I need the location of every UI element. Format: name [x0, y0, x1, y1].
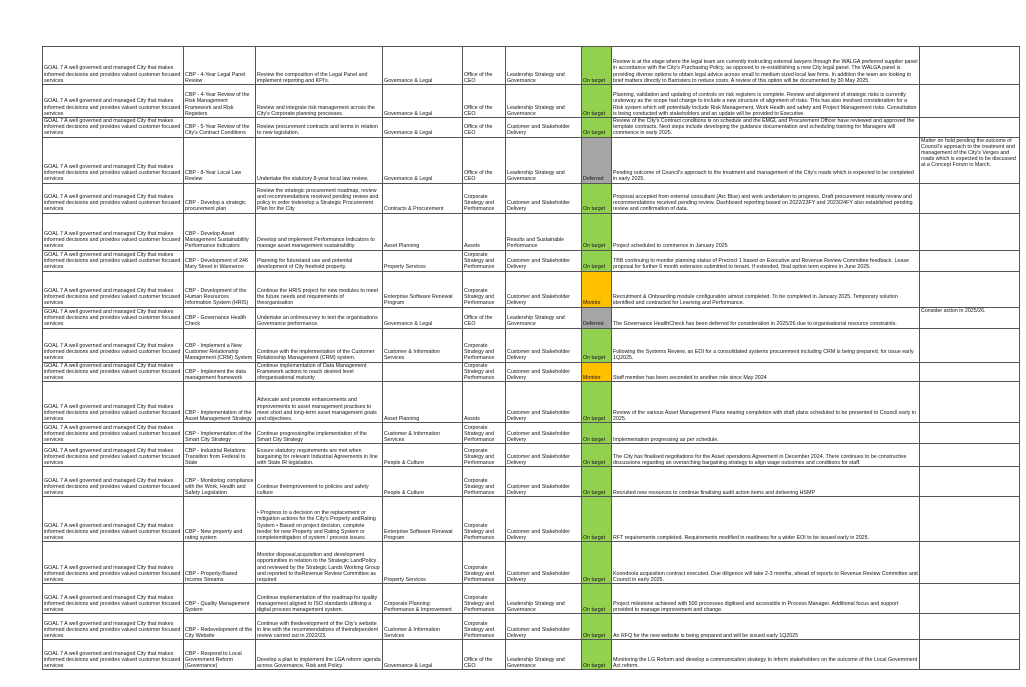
table-row — [43, 213, 1020, 250]
status-cell[interactable]: On target — [582, 542, 612, 584]
theme-cell[interactable]: Corporate Planning Performance & Improvement — [383, 584, 463, 614]
directorate-cell[interactable]: Corporate Strategy and Performance — [463, 542, 506, 584]
goal-cell[interactable]: GOAL 7 A well governed and managed City that makes informed decisions and provides valued customer focused services — [43, 328, 184, 362]
status-cell[interactable]: On target — [582, 382, 612, 423]
description-cell[interactable]: Continue with thedevelopment of the City's website in line with the recommendations of theindependent review carried out in 2022/23. — [256, 614, 383, 640]
goal-cell[interactable]: GOAL 7 A well governed and managed City that makes informed decisions and provides valued customer focused services — [43, 307, 184, 328]
comment-cell[interactable] — [920, 423, 1020, 444]
table-row — [43, 250, 1020, 271]
goal-cell[interactable]: GOAL 7 A well governed and managed City that makes informed decisions and provides valued customer focused services — [43, 213, 184, 250]
update-cell[interactable]: TBB continuing to monitor planning status of Precinct 1 based on Executive and Revenue Review Committee feedback. Lease proposal for further 6 month extension submitted to tenant. If extended, final option term expires in June 2025. — [612, 250, 920, 271]
theme-cell[interactable]: Customer & Information Services — [383, 328, 463, 362]
status-cell[interactable]: Monitor — [582, 271, 612, 307]
comment-cell[interactable] — [920, 250, 1020, 271]
comment-cell[interactable] — [920, 118, 1020, 138]
directorate-cell[interactable]: Office of the CEO — [463, 85, 506, 118]
update-cell[interactable]: Monitoring the LG Reform and develop a communication strategy to inform stakeholders on the outcome of the Local Government Act reform. — [612, 640, 920, 670]
description-cell[interactable]: Planning for futureland use and potential development of City freehold property. — [256, 250, 383, 271]
comment-cell[interactable] — [920, 382, 1020, 423]
project-cell[interactable]: CBP - 4-Year Review of the Risk Management Framework and Risk Registers — [184, 85, 256, 118]
project-cell[interactable]: CBP - Implement the data management framework — [184, 362, 256, 382]
update-cell[interactable]: Review is at the stage where the legal team are currently instructing external lawyers through the WALGA preferred supplier panel in accordance with the City's Purchasing Policy, as opposed to re-establishing a new City legal panel. The WALGA panel is providing diverse options to obtain legal advice across small to medium sized local law firms. In addition the team are looking to brief matters directly to Barristers to reduce costs. A review of this option will be documented by 30 May 2025. — [612, 47, 920, 85]
directorate-cell[interactable]: Corporate Strategy and Performance — [463, 423, 506, 444]
status-cell[interactable]: On target — [582, 118, 612, 138]
update-cell[interactable]: Recruitment & Onboarding module configuration almost completed. To be completed in January 2025. Temporary solution identified and contracted for Learning and Performance. — [612, 271, 920, 307]
description-cell[interactable]: Undertake an onlinesurvey to test the organisations Governance performance. — [256, 307, 383, 328]
project-cell[interactable]: CBP - Development of the Human Resources Information System (HRIS) — [184, 271, 256, 307]
table-row — [43, 640, 1020, 670]
project-cell[interactable]: CBP - Develop a strategic procurement plan — [184, 183, 256, 213]
status-cell[interactable]: On target — [582, 85, 612, 118]
service-cell[interactable]: Customer and Stakeholder Delivery — [506, 542, 582, 584]
project-cell[interactable]: CBP - 4-Year Legal Panel Review — [184, 47, 256, 85]
theme-cell[interactable]: Property Services — [383, 542, 463, 584]
comment-cell[interactable] — [920, 85, 1020, 118]
directorate-cell[interactable]: Corporate Strategy and Performance — [463, 584, 506, 614]
update-cell[interactable]: Staff member has been seconded to another role since May 2024 — [612, 362, 920, 382]
directorate-cell[interactable]: Corporate Strategy and Performance — [463, 467, 506, 497]
update-cell[interactable]: Planning, validation and updating of controls on risk registers is complete. Review and alignment of strategic risks is currently underway as the scope had change to include a new structure of alignment of risks. This has also involved consideration for a Risk system which will potentially include Risk Management, Work Health and safety and Project Management risks. Consultation is being conducted with stakeholders and an update will be provided to Executive. — [612, 85, 920, 118]
description-cell[interactable]: Ensure statutory requirements are met when bargaining for relevant Industrial Agreements in line with State IR legislation. — [256, 444, 383, 467]
project-cell[interactable]: CBP - Respond to Local Government Reform (Governance) — [184, 640, 256, 670]
status-cell[interactable]: On target — [582, 183, 612, 213]
service-cell[interactable]: Leadership Strategy and Governance — [506, 307, 582, 328]
directorate-cell[interactable]: Assets — [463, 382, 506, 423]
project-cell[interactable]: CBP - New property and rating system — [184, 497, 256, 542]
directorate-cell[interactable]: Assets — [463, 213, 506, 250]
service-cell[interactable]: Customer and Stakeholder Delivery — [506, 250, 582, 271]
comment-cell[interactable] — [920, 271, 1020, 307]
update-cell[interactable]: Review of the City's Contract conditions is on schedule and the EMGL and Procurement Officer have reviewed and approved the template contracts. Next steps include developing the guidance documentation and scheduling training for Managers will commence in early 2025. — [612, 118, 920, 138]
service-cell[interactable]: Results and Sustainable Performance — [506, 213, 582, 250]
update-cell[interactable]: Recruited new resources to continue finalising audit action items and delivering HSMP — [612, 467, 920, 497]
project-cell[interactable]: CBP - Implement a New Customer Relationship Management (CRM) System — [184, 328, 256, 362]
comment-cell[interactable] — [920, 584, 1020, 614]
table-row — [43, 467, 1020, 497]
service-cell[interactable]: Leadership Strategy and Governance — [506, 47, 582, 85]
table-row — [43, 271, 1020, 307]
status-cell[interactable]: Deferred — [582, 307, 612, 328]
table-row — [43, 47, 1020, 85]
comment-cell[interactable] — [920, 183, 1020, 213]
description-cell[interactable]: Review and integrate risk management across the City's Corporate planning processes. — [256, 85, 383, 118]
project-cell[interactable]: CBP - Development of 246 Mary Street in Wanneroo — [184, 250, 256, 271]
theme-cell[interactable]: Asset Planning — [383, 213, 463, 250]
goal-cell[interactable]: GOAL 7 A well governed and managed City that makes informed decisions and provides valued customer focused services — [43, 47, 184, 85]
table-row — [43, 382, 1020, 423]
table-row — [43, 614, 1020, 640]
status-cell[interactable]: On target — [582, 584, 612, 614]
goal-cell[interactable]: GOAL 7 A well governed and managed City that makes informed decisions and provides valued customer focused services — [43, 362, 184, 382]
theme-cell[interactable]: Enterprise Software Renewal Program — [383, 497, 463, 542]
comment-cell[interactable] — [920, 640, 1020, 670]
service-cell[interactable]: Leadership Strategy and Governance — [506, 137, 582, 183]
service-cell[interactable]: Customer and Stakeholder Delivery — [506, 497, 582, 542]
comment-cell[interactable] — [920, 542, 1020, 584]
directorate-cell[interactable]: Office of the CEO — [463, 118, 506, 138]
service-cell[interactable]: Leadership Strategy and Governance — [506, 584, 582, 614]
theme-cell[interactable]: Asset Planning — [383, 382, 463, 423]
goal-cell[interactable]: GOAL 7 A well governed and managed City that makes informed decisions and provides valued customer focused services — [43, 423, 184, 444]
table-row — [43, 362, 1020, 382]
update-cell[interactable]: Project milestone achieved with 500 processes digitised and accessible in Process Manager. Additional focus and support provided to manage improvement and change. — [612, 584, 920, 614]
goal-cell[interactable]: GOAL 7 A well governed and managed City that makes informed decisions and provides valued customer focused services — [43, 584, 184, 614]
theme-cell[interactable]: Governance & Legal — [383, 307, 463, 328]
theme-cell[interactable]: Customer & Information Services — [383, 423, 463, 444]
service-cell[interactable]: Leadership Strategy and Governance — [506, 640, 582, 670]
table-row — [43, 497, 1020, 542]
directorate-cell[interactable]: Corporate Strategy and Performance — [463, 328, 506, 362]
table-row — [43, 328, 1020, 362]
project-cell[interactable]: CBP - Property-Based Income Streams — [184, 542, 256, 584]
table-row — [43, 307, 1020, 328]
status-cell[interactable]: On target — [582, 467, 612, 497]
goal-cell[interactable]: GOAL 7 A well governed and managed City that makes informed decisions and provides valued customer focused services — [43, 271, 184, 307]
theme-cell[interactable]: People & Culture — [383, 444, 463, 467]
description-cell[interactable]: Review procurement contracts and terms in relation to new legislation. — [256, 118, 383, 138]
description-cell[interactable]: Continue with the implementation of the Customer Relationship Management (CRM) system. — [256, 328, 383, 362]
project-cell[interactable]: CBP - Implementation of the Smart City Strategy — [184, 423, 256, 444]
project-cell[interactable]: CBP - Industrial Relations Transition from Federal to State — [184, 444, 256, 467]
project-cell[interactable]: CBP - 8-Year Local Law Review — [184, 137, 256, 183]
goal-cell[interactable]: GOAL 7 A well governed and managed City that makes informed decisions and provides valued customer focused services — [43, 183, 184, 213]
table-row — [43, 118, 1020, 138]
comment-cell[interactable]: Matter on hold pending the outcome of Council's approach to the treatment and management of the City's Verges and roads which is expected to be discussed at a Concept Forum in March. — [920, 137, 1020, 183]
table-row — [43, 85, 1020, 118]
description-cell[interactable]: Undertake the statutory 8-year local law review. — [256, 137, 383, 183]
service-cell[interactable]: Customer and Stakeholder Delivery — [506, 444, 582, 467]
status-cell[interactable]: On target — [582, 497, 612, 542]
status-cell[interactable]: Monitor — [582, 362, 612, 382]
update-cell[interactable]: Following the Systems Review, an EOI for a consolidated systems procurement including CRM is being prepared, for issue early 1Q2025. — [612, 328, 920, 362]
comment-cell[interactable] — [920, 614, 1020, 640]
update-cell[interactable]: Koondoola acquisition contract executed. Due diligence will take 2-3 months, ahead of reports to Revenue Review Committee and Council in early 2025. — [612, 542, 920, 584]
project-cell[interactable]: CBP - 5-Year Review of the City's Contract Conditions — [184, 118, 256, 138]
update-cell[interactable]: The City has finalised negotiations for the Asset operations Agreement in December 2024. There continues to be constructive discussions regarding an overarching bargaining strategy to align wage outcomes and conditions for staff. — [612, 444, 920, 467]
directorate-cell[interactable]: Corporate Strategy and Performance — [463, 497, 506, 542]
description-cell[interactable]: Continue the HRIS project for new modules to meet the future needs and requirements of theorganisation — [256, 271, 383, 307]
theme-cell[interactable]: Customer & Information Services — [383, 614, 463, 640]
directorate-cell[interactable]: Corporate Strategy and Performance — [463, 614, 506, 640]
directorate-cell[interactable]: Corporate Strategy and Performance — [463, 271, 506, 307]
goal-cell[interactable]: GOAL 7 A well governed and managed City that makes informed decisions and provides valued customer focused services — [43, 640, 184, 670]
table-row — [43, 183, 1020, 213]
directorate-cell[interactable]: Office of the CEO — [463, 307, 506, 328]
status-cell[interactable]: On target — [582, 640, 612, 670]
project-cell[interactable]: CBP - Monitoring compliance with the Work, Health and Safety Legislation — [184, 467, 256, 497]
description-cell[interactable]: Develop and implement Performance Indicators to manage asset management sustainability. — [256, 213, 383, 250]
description-cell[interactable]: Monitor disposal,acquisition and development opportunities in relation to the Strategic LandPolicy and reviewed by the Strategic Lands Working Group and reported to theRevenue Review Committee as required — [256, 542, 383, 584]
comment-cell[interactable] — [920, 213, 1020, 250]
directorate-cell[interactable]: Office of the CEO — [463, 137, 506, 183]
theme-cell[interactable]: Governance & Legal — [383, 640, 463, 670]
theme-cell[interactable]: Governance & Legal — [383, 47, 463, 85]
service-cell[interactable]: Customer and Stakeholder Delivery — [506, 118, 582, 138]
status-cell[interactable]: On target — [582, 328, 612, 362]
description-cell[interactable]: Continue theimprovement to policies and safety culture — [256, 467, 383, 497]
comment-cell[interactable] — [920, 47, 1020, 85]
goal-cell[interactable]: GOAL 7 A well governed and managed City that makes informed decisions and provides valued customer focused services — [43, 382, 184, 423]
theme-cell[interactable]: Governance & Legal — [383, 85, 463, 118]
update-cell[interactable]: Review of the various Asset Management Plans nearing completion with draft plans scheduled to be presented to Council early in 2025. — [612, 382, 920, 423]
update-cell[interactable]: RFT requirements completed. Requirements modified in readiness for a wider EOI to be issued early in 2025. — [612, 497, 920, 542]
directorate-cell[interactable]: Corporate Strategy and Performance — [463, 183, 506, 213]
update-cell[interactable]: Project scheduled to commence in January 2025 — [612, 213, 920, 250]
service-cell[interactable]: Customer and Stakeholder Delivery — [506, 423, 582, 444]
table-row — [43, 444, 1020, 467]
goal-cell[interactable]: GOAL 7 A well governed and managed City that makes informed decisions and provides valued customer focused services — [43, 250, 184, 271]
theme-cell[interactable]: Property Services — [383, 250, 463, 271]
description-cell[interactable]: Continue progressingthe implementation of the Smart City Strategy — [256, 423, 383, 444]
comment-cell[interactable] — [920, 467, 1020, 497]
service-cell[interactable]: Customer and Stakeholder Delivery — [506, 614, 582, 640]
theme-cell[interactable]: People & Culture — [383, 467, 463, 497]
service-cell[interactable]: Customer and Stakeholder Delivery — [506, 271, 582, 307]
directorate-cell[interactable]: Corporate Strategy and Performance — [463, 444, 506, 467]
table-row — [43, 542, 1020, 584]
directorate-cell[interactable]: Corporate Strategy and Performance — [463, 250, 506, 271]
description-cell[interactable]: Review the composition of the Legal Panel and implement reporting and KPI's. — [256, 47, 383, 85]
project-cell[interactable]: CBP - Redevelopment of the City Website — [184, 614, 256, 640]
goal-cell[interactable]: GOAL 7 A well governed and managed City that makes informed decisions and provides valued customer focused services — [43, 137, 184, 183]
service-cell[interactable]: Customer and Stakeholder Delivery — [506, 328, 582, 362]
update-cell[interactable]: An RFQ for the new website is being prepared and will be issued early 1Q2025 — [612, 614, 920, 640]
theme-cell[interactable]: Enterprise Software Renewal Program — [383, 271, 463, 307]
goal-cell[interactable]: GOAL 7 A well governed and managed City that makes informed decisions and provides valued customer focused services — [43, 118, 184, 138]
status-cell[interactable]: On target — [582, 614, 612, 640]
goal-cell[interactable]: GOAL 7 A well governed and managed City that makes informed decisions and provides valued customer focused services — [43, 467, 184, 497]
project-cell[interactable]: CBP - Implementation of the Asset Management Strategy — [184, 382, 256, 423]
status-cell[interactable]: On target — [582, 213, 612, 250]
goal-cell[interactable]: GOAL 7 A well governed and managed City that makes informed decisions and provides valued customer focused services — [43, 497, 184, 542]
project-cell[interactable]: CBP - Quality Management System — [184, 584, 256, 614]
service-cell[interactable]: Customer and Stakeholder Delivery — [506, 467, 582, 497]
description-cell[interactable]: Develop a plan to implement the LGA reform agenda across Governance, Risk and Policy. — [256, 640, 383, 670]
status-cell[interactable]: On target — [582, 423, 612, 444]
update-cell[interactable]: The Governance HealthCheck has been deferred for consideration in 2025/26 due to organisational resource constraints. — [612, 307, 920, 328]
service-cell[interactable]: Customer and Stakeholder Delivery — [506, 382, 582, 423]
comment-cell[interactable]: Consider action in 2025/26. — [920, 307, 1020, 328]
theme-cell[interactable]: Contracts & Procurement — [383, 183, 463, 213]
status-cell[interactable]: On target — [582, 47, 612, 85]
goal-cell[interactable]: GOAL 7 A well governed and managed City that makes informed decisions and provides valued customer focused services — [43, 542, 184, 584]
theme-cell[interactable]: Governance & Legal — [383, 118, 463, 138]
table-row — [43, 423, 1020, 444]
project-cell[interactable]: CBP - Develop Asset Management Sustainability Performance Indicators — [184, 213, 256, 250]
service-cell[interactable]: Customer and Stakeholder Delivery — [506, 183, 582, 213]
goal-cell[interactable]: GOAL 7 A well governed and managed City that makes informed decisions and provides valued customer focused services — [43, 444, 184, 467]
goal-cell[interactable]: GOAL 7 A well governed and managed City that makes informed decisions and provides valued customer focused services — [43, 85, 184, 118]
comment-cell[interactable] — [920, 328, 1020, 362]
service-cell[interactable]: Leadership Strategy and Governance — [506, 85, 582, 118]
description-cell[interactable]: Review the strategic procurement roadmap, review and recommendations received pending review and policy in order todevelop a Strategic Procurement Plan for the City — [256, 183, 383, 213]
table-row — [43, 137, 1020, 183]
project-cell[interactable]: CBP - Governance Health Check — [184, 307, 256, 328]
description-cell[interactable]: Continue implementation of the roadmap for quality management aligned to ISO standards utilising a digital process management system. — [256, 584, 383, 614]
status-cell[interactable]: On target — [582, 250, 612, 271]
status-cell[interactable]: Deferred — [582, 137, 612, 183]
comment-cell[interactable] — [920, 362, 1020, 382]
service-cell[interactable]: Customer and Stakeholder Delivery — [506, 362, 582, 382]
project-status-table — [42, 46, 1020, 670]
theme-cell[interactable] — [383, 362, 463, 382]
table-row — [43, 584, 1020, 614]
update-cell[interactable]: Implementation progressing as per schedule. — [612, 423, 920, 444]
status-cell[interactable]: On target — [582, 444, 612, 467]
comment-cell[interactable] — [920, 444, 1020, 467]
description-cell[interactable]: Continue implementation of Data Management Framework actions to reach desired level oforganisational maturity — [256, 362, 383, 382]
theme-cell[interactable]: Governance & Legal — [383, 137, 463, 183]
directorate-cell[interactable]: Office of the CEO — [463, 640, 506, 670]
update-cell[interactable]: Pending outcome of Council's approach to the treatment and management of the City's roads which is expected to be completed in early 2025. — [612, 137, 920, 183]
directorate-cell[interactable]: Office of the CEO — [463, 47, 506, 85]
goal-cell[interactable]: GOAL 7 A well governed and managed City that makes informed decisions and provides valued customer focused services — [43, 614, 184, 640]
update-cell[interactable]: Proposal accepted from external consultant (Arc Blue) and work undertaken to progress. Draft procurement maturity review and recommendations received pending review. Dashboard reporting based on 2022/23FY and 2023/24FY also established pending review and confirmation of data. — [612, 183, 920, 213]
description-cell[interactable]: • Progress to a decision on the replacement or mitigation actions for the City's Property andRating System • Based on project decision, complete tender for new Property and Rating System or completemitigation of system / process issues — [256, 497, 383, 542]
directorate-cell[interactable]: Corporate Strategy and Performance — [463, 362, 506, 382]
description-cell[interactable]: Advocate and promote enhancements and improvements to asset management practises to meet short and long-term asset management goals and objectives. — [256, 382, 383, 423]
comment-cell[interactable] — [920, 497, 1020, 542]
